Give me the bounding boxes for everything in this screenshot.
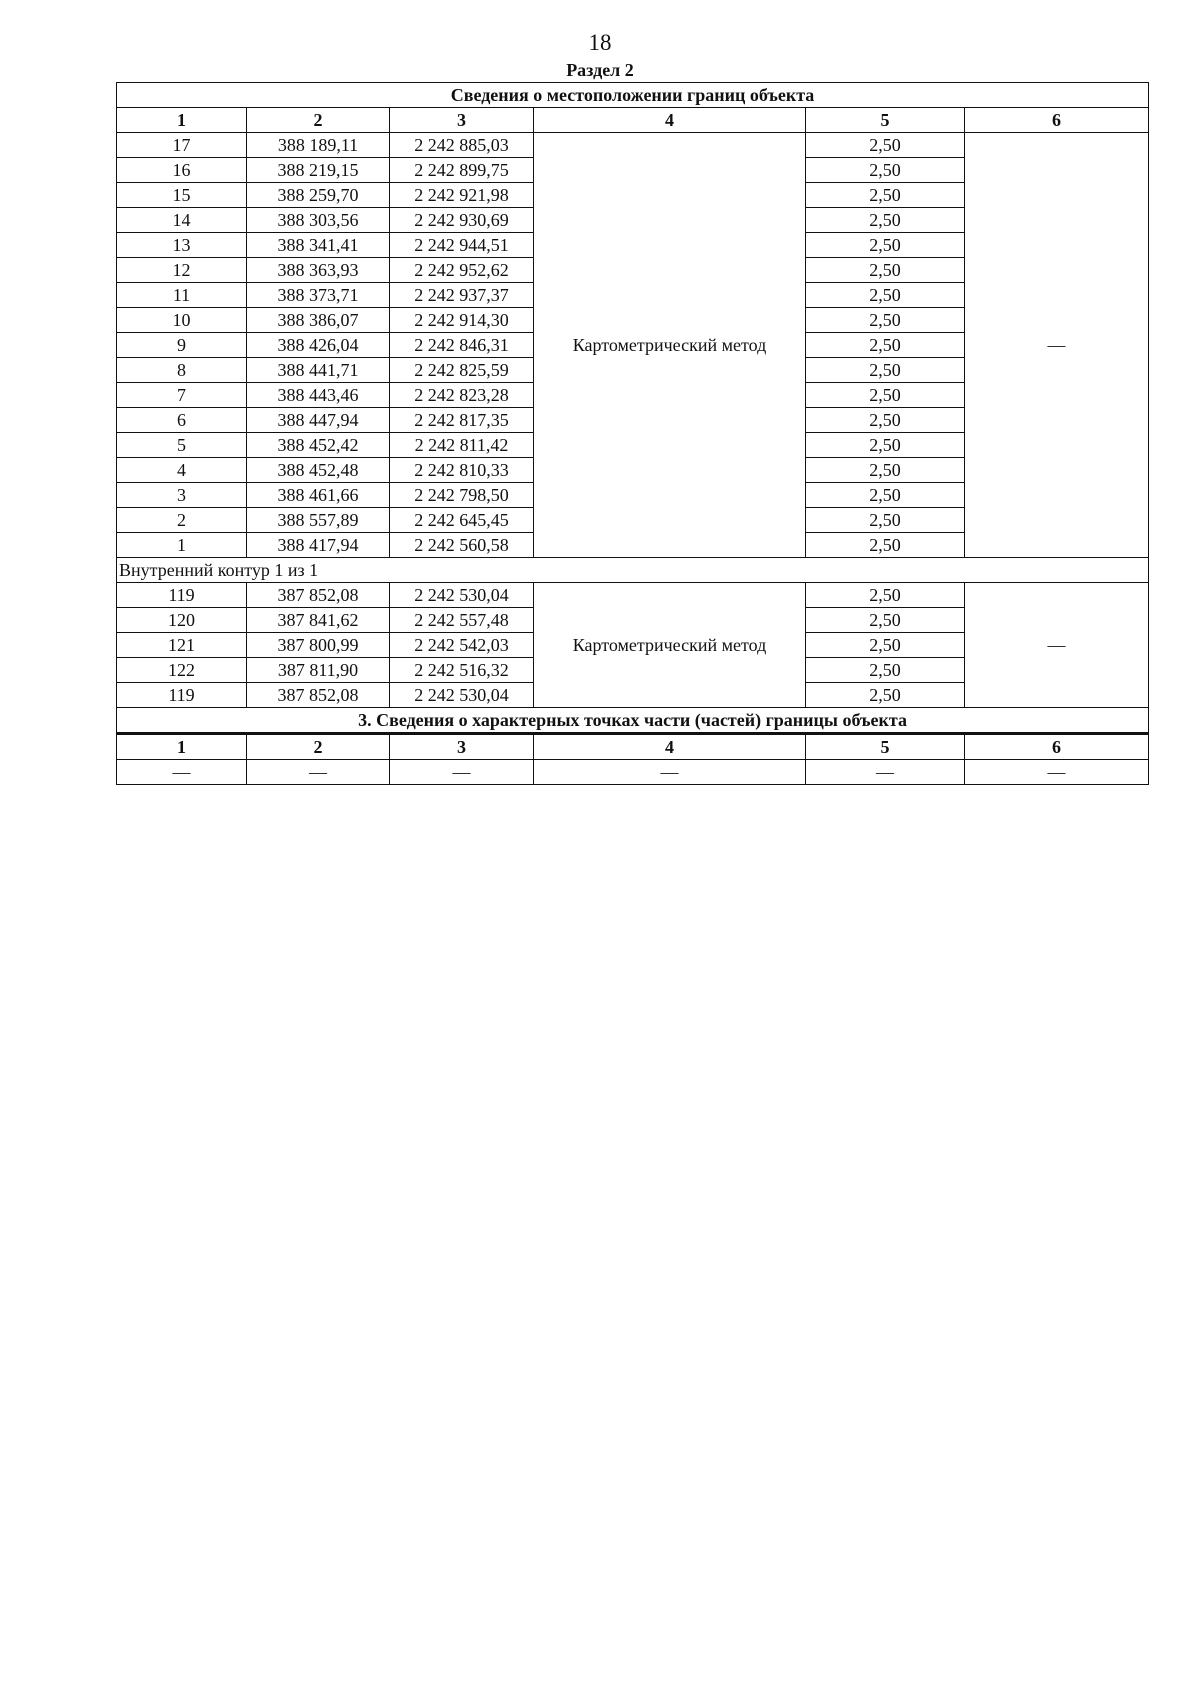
column-number-4: 4	[534, 108, 806, 133]
section3-column-number-1: 1	[117, 734, 247, 760]
y-coordinate-cell: 2 242 542,03	[390, 633, 534, 658]
point-number-cell: 8	[117, 358, 247, 383]
x-coordinate-cell: 388 447,94	[247, 408, 390, 433]
y-coordinate-cell: 2 242 798,50	[390, 483, 534, 508]
accuracy-cell: 2,50	[806, 333, 965, 358]
section3-title: 3. Сведения о характерных точках части (частей) границы объекта	[117, 708, 1149, 734]
x-coordinate-cell: 388 443,46	[247, 383, 390, 408]
x-coordinate-cell: 388 441,71	[247, 358, 390, 383]
x-coordinate-cell: 388 259,70	[247, 183, 390, 208]
point-number-cell: 12	[117, 258, 247, 283]
section3-empty-row	[117, 760, 1149, 785]
accuracy-cell: 2,50	[806, 658, 965, 683]
y-coordinate-cell: 2 242 811,42	[390, 433, 534, 458]
column-number-6: 6	[965, 108, 1149, 133]
section3-column-number-6: 6	[965, 734, 1149, 760]
x-coordinate-cell: 388 189,11	[247, 133, 390, 158]
x-coordinate-cell: 387 811,90	[247, 658, 390, 683]
x-coordinate-cell: 388 363,93	[247, 258, 390, 283]
y-coordinate-cell: 2 242 557,48	[390, 608, 534, 633]
point-number-cell: 7	[117, 383, 247, 408]
point-number-cell: 16	[117, 158, 247, 183]
x-coordinate-cell: 388 303,56	[247, 208, 390, 233]
accuracy-cell: 2,50	[806, 433, 965, 458]
y-coordinate-cell: 2 242 530,04	[390, 583, 534, 608]
accuracy-cell: 2,50	[806, 283, 965, 308]
inner-contour-label-row	[117, 558, 1149, 583]
method-cell: Картометрический метод	[534, 133, 806, 558]
x-coordinate-cell: 387 800,99	[247, 633, 390, 658]
point-number-cell: 3	[117, 483, 247, 508]
point-number-cell: 13	[117, 233, 247, 258]
section3-empty-cell: —	[534, 760, 806, 785]
table-title: Сведения о местоположении границ объекта	[117, 83, 1149, 108]
section3-empty-cell: —	[247, 760, 390, 785]
section3-column-number-5: 5	[806, 734, 965, 760]
section3-column-number-2: 2	[247, 734, 390, 760]
inner-contour-label: Внутренний контур 1 из 1	[117, 558, 1149, 583]
point-number-cell: 6	[117, 408, 247, 433]
y-coordinate-cell: 2 242 921,98	[390, 183, 534, 208]
accuracy-cell: 2,50	[806, 458, 965, 483]
y-coordinate-cell: 2 242 937,37	[390, 283, 534, 308]
accuracy-cell: 2,50	[806, 133, 965, 158]
point-number-cell: 10	[117, 308, 247, 333]
y-coordinate-cell: 2 242 823,28	[390, 383, 534, 408]
y-coordinate-cell: 2 242 825,59	[390, 358, 534, 383]
point-number-cell: 121	[117, 633, 247, 658]
y-coordinate-cell: 2 242 645,45	[390, 508, 534, 533]
column-number-row	[117, 108, 1149, 133]
point-number-cell: 2	[117, 508, 247, 533]
accuracy-cell: 2,50	[806, 233, 965, 258]
accuracy-cell: 2,50	[806, 358, 965, 383]
point-number-cell: 119	[117, 683, 247, 708]
accuracy-cell: 2,50	[806, 383, 965, 408]
section3-column-number-row	[117, 734, 1149, 760]
x-coordinate-cell: 387 841,62	[247, 608, 390, 633]
column-number-3: 3	[390, 108, 534, 133]
x-coordinate-cell: 387 852,08	[247, 583, 390, 608]
boundary-table-body	[117, 83, 1149, 785]
accuracy-cell: 2,50	[806, 158, 965, 183]
x-coordinate-cell: 388 219,15	[247, 158, 390, 183]
accuracy-cell: 2,50	[806, 608, 965, 633]
section3-empty-cell: —	[806, 760, 965, 785]
column-number-5: 5	[806, 108, 965, 133]
y-coordinate-cell: 2 242 810,33	[390, 458, 534, 483]
method-cell: Картометрический метод	[534, 583, 806, 708]
accuracy-cell: 2,50	[806, 583, 965, 608]
y-coordinate-cell: 2 242 516,32	[390, 658, 534, 683]
x-coordinate-cell: 388 452,42	[247, 433, 390, 458]
table-row	[117, 583, 1149, 608]
x-coordinate-cell: 388 373,71	[247, 283, 390, 308]
x-coordinate-cell: 388 452,48	[247, 458, 390, 483]
section3-empty-cell: —	[390, 760, 534, 785]
boundary-table	[116, 82, 1149, 785]
y-coordinate-cell: 2 242 846,31	[390, 333, 534, 358]
accuracy-cell: 2,50	[806, 683, 965, 708]
point-number-cell: 11	[117, 283, 247, 308]
column-number-1: 1	[117, 108, 247, 133]
y-coordinate-cell: 2 242 817,35	[390, 408, 534, 433]
column-6-cell: —	[965, 583, 1149, 708]
section3-empty-cell: —	[965, 760, 1149, 785]
point-number-cell: 4	[117, 458, 247, 483]
accuracy-cell: 2,50	[806, 508, 965, 533]
point-number-cell: 15	[117, 183, 247, 208]
x-coordinate-cell: 388 461,66	[247, 483, 390, 508]
y-coordinate-cell: 2 242 899,75	[390, 158, 534, 183]
section3-empty-cell: —	[117, 760, 247, 785]
point-number-cell: 119	[117, 583, 247, 608]
accuracy-cell: 2,50	[806, 308, 965, 333]
point-number-cell: 1	[117, 533, 247, 558]
y-coordinate-cell: 2 242 560,58	[390, 533, 534, 558]
section-title: Раздел 2	[566, 60, 634, 80]
x-coordinate-cell: 387 852,08	[247, 683, 390, 708]
point-number-cell: 122	[117, 658, 247, 683]
section3-column-number-3: 3	[390, 734, 534, 760]
point-number-cell: 17	[117, 133, 247, 158]
column-6-cell: —	[965, 133, 1149, 558]
x-coordinate-cell: 388 417,94	[247, 533, 390, 558]
y-coordinate-cell: 2 242 914,30	[390, 308, 534, 333]
section3-column-number-4: 4	[534, 734, 806, 760]
y-coordinate-cell: 2 242 885,03	[390, 133, 534, 158]
table-row	[117, 133, 1149, 158]
y-coordinate-cell: 2 242 930,69	[390, 208, 534, 233]
accuracy-cell: 2,50	[806, 533, 965, 558]
x-coordinate-cell: 388 341,41	[247, 233, 390, 258]
accuracy-cell: 2,50	[806, 633, 965, 658]
y-coordinate-cell: 2 242 944,51	[390, 233, 534, 258]
point-number-cell: 5	[117, 433, 247, 458]
accuracy-cell: 2,50	[806, 483, 965, 508]
table-title-row	[117, 83, 1149, 108]
accuracy-cell: 2,50	[806, 408, 965, 433]
y-coordinate-cell: 2 242 952,62	[390, 258, 534, 283]
point-number-cell: 120	[117, 608, 247, 633]
y-coordinate-cell: 2 242 530,04	[390, 683, 534, 708]
accuracy-cell: 2,50	[806, 183, 965, 208]
page-number: 18	[588, 30, 612, 55]
point-number-cell: 14	[117, 208, 247, 233]
section3-title-row	[117, 708, 1149, 734]
x-coordinate-cell: 388 557,89	[247, 508, 390, 533]
x-coordinate-cell: 388 426,04	[247, 333, 390, 358]
accuracy-cell: 2,50	[806, 258, 965, 283]
accuracy-cell: 2,50	[806, 208, 965, 233]
column-number-2: 2	[247, 108, 390, 133]
point-number-cell: 9	[117, 333, 247, 358]
x-coordinate-cell: 388 386,07	[247, 308, 390, 333]
